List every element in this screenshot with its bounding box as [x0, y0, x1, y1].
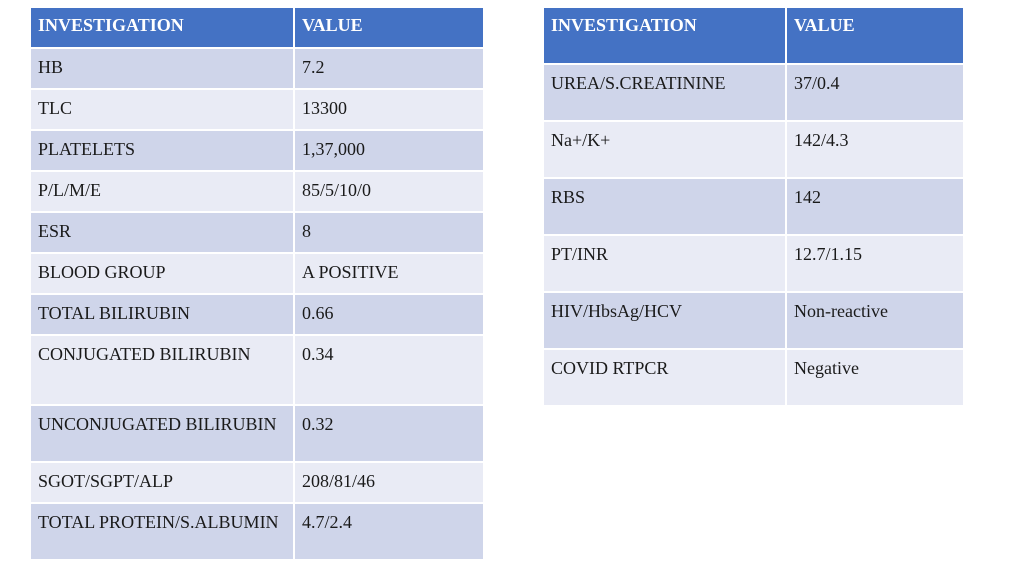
investigation-cell: SGOT/SGPT/ALP [30, 462, 294, 503]
value-cell: 4.7/2.4 [294, 503, 484, 560]
investigation-cell: TOTAL PROTEIN/S.ALBUMIN [30, 503, 294, 560]
table-row [30, 212, 484, 253]
right-header-value: VALUE [786, 7, 964, 64]
investigation-cell: UNCONJUGATED BILIRUBIN [30, 405, 294, 462]
investigation-cell: P/L/M/E [30, 171, 294, 212]
table-row [30, 130, 484, 171]
value-cell: Non-reactive [786, 292, 964, 349]
table-row [543, 292, 964, 349]
investigation-cell: Na+/K+ [543, 121, 786, 178]
investigation-cell: HB [30, 48, 294, 89]
value-cell: 12.7/1.15 [786, 235, 964, 292]
value-cell: 37/0.4 [786, 64, 964, 121]
table-row [30, 253, 484, 294]
table-row [543, 349, 964, 406]
table-row [30, 503, 484, 560]
table-row [30, 405, 484, 462]
left-investigation-table [29, 6, 485, 561]
investigation-cell: PT/INR [543, 235, 786, 292]
table-row [30, 335, 484, 405]
value-cell: 142 [786, 178, 964, 235]
table-row [543, 64, 964, 121]
table-row [30, 89, 484, 130]
investigation-cell: CONJUGATED BILIRUBIN [30, 335, 294, 405]
value-cell: 0.66 [294, 294, 484, 335]
investigation-cell: BLOOD GROUP [30, 253, 294, 294]
investigation-cell: ESR [30, 212, 294, 253]
value-cell: 7.2 [294, 48, 484, 89]
right-header-investigation: INVESTIGATION [543, 7, 786, 64]
value-cell: 208/81/46 [294, 462, 484, 503]
left-header-value: VALUE [294, 7, 484, 48]
table-row [30, 48, 484, 89]
investigation-cell: COVID RTPCR [543, 349, 786, 406]
table-row [30, 294, 484, 335]
table-row [30, 462, 484, 503]
investigation-cell: HIV/HbsAg/HCV [543, 292, 786, 349]
table-row [543, 235, 964, 292]
value-cell: 8 [294, 212, 484, 253]
value-cell: 0.34 [294, 335, 484, 405]
investigation-cell: TLC [30, 89, 294, 130]
investigation-cell: PLATELETS [30, 130, 294, 171]
value-cell: 142/4.3 [786, 121, 964, 178]
investigation-cell: RBS [543, 178, 786, 235]
investigation-cell: UREA/S.CREATININE [543, 64, 786, 121]
value-cell: Negative [786, 349, 964, 406]
table-row [543, 121, 964, 178]
left-header-investigation: INVESTIGATION [30, 7, 294, 48]
table-row [30, 171, 484, 212]
right-investigation-table [542, 6, 965, 407]
investigation-cell: TOTAL BILIRUBIN [30, 294, 294, 335]
value-cell: 1,37,000 [294, 130, 484, 171]
value-cell: 13300 [294, 89, 484, 130]
value-cell: 85/5/10/0 [294, 171, 484, 212]
table-row [543, 178, 964, 235]
value-cell: A POSITIVE [294, 253, 484, 294]
value-cell: 0.32 [294, 405, 484, 462]
